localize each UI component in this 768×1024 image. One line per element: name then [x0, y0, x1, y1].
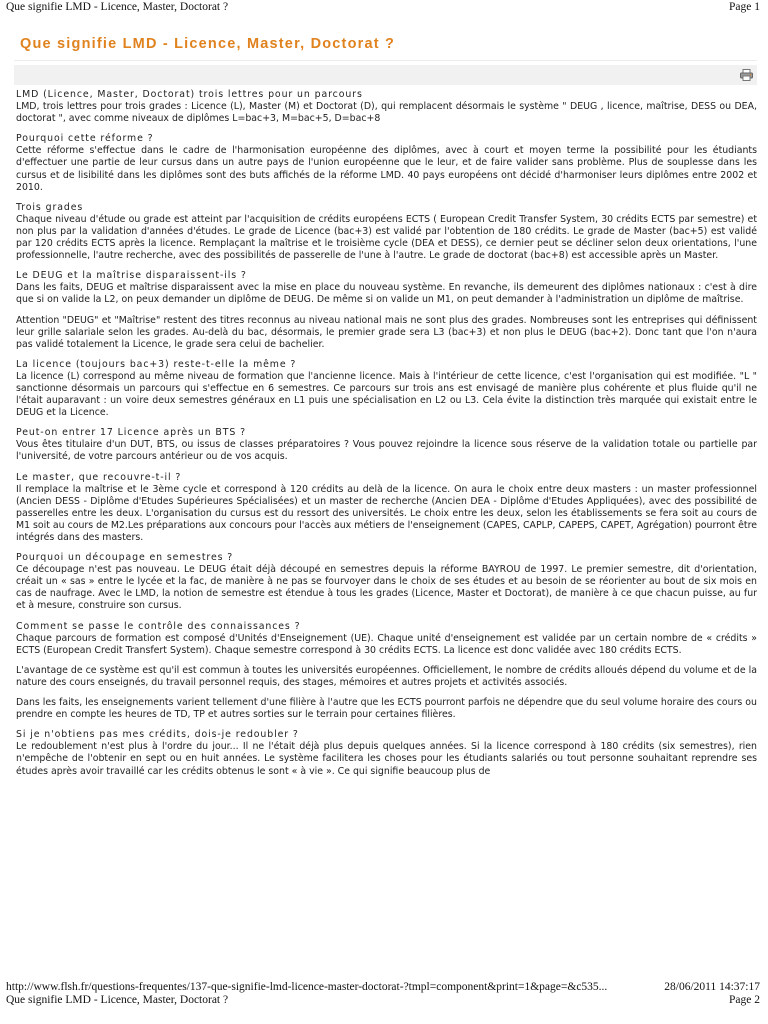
- article-section: [16, 729, 757, 777]
- section-paragraph: L'avantage de ce système est qu'il est commun à toutes les universités européennes. Officiellement, le nombre de crédits alloués dépend du volume et de la nature des cours enseignés, du travail personnel requis, des stages, mémoires et autres projets et activités associés.: [16, 664, 757, 688]
- section-paragraph: La licence (L) correspond au même niveau de formation que l'ancienne licence. Mais à l'intérieur de cette licence, c'est l'organisation qui est modifiée. "L " sanctionne désormais un parcours qui s'effectue en 6 semestres. Ce parcours sur trois ans est envisagé de manière plus cohérente et plus fluide qu'il ne l'était auparavant : un voire deux semestres généraux en L1 puis une spécialisation en L2 ou L3. Cela évite la distinction très marquée qui existait entre le DEUG et la Licence.: [16, 370, 757, 419]
- footer-url: http://www.flsh.fr/questions-frequentes/137-que-signifie-lmd-licence-master-doctorat-?tmpl=component&print=1&page=&c535...: [6, 981, 608, 993]
- article-section: [16, 202, 757, 262]
- article-section: [16, 133, 757, 193]
- section-heading: Comment se passe le contrôle des connaissances ?: [16, 620, 301, 632]
- section-paragraph: Chaque niveau d'étude ou grade est atteint par l'acquisition de crédits européens ECTS ( European Credit Transfer System, 30 crédits ECTS par semestre) et non plus par la validation d'années d'études. Le grade de Licence (bac+3) est validé par l'obtention de 180 crédits. Le grade de Master (bac+5) est validé par 120 crédits ECTS après la licence. Remplaçant la maîtrise et le troisième cycle (DEA et DESS), ce dernier peut se décliner selon deux orientations, l'une professionnelle, l'autre recherche, avec des possibilités de passerelle de l'une à l'autre. Le grade de doctorat (bac+8) est accessible après un Master.: [16, 213, 757, 262]
- article-section: [16, 552, 757, 612]
- article: [14, 36, 757, 786]
- section-paragraph: Vous êtes titulaire d'un DUT, BTS, ou issus de classes préparatoires ? Vous pouvez rejoindre la licence sous réserve de la validation totale ou partielle par l'université, de votre parcours antérieur ou de vos acquis.: [16, 439, 757, 463]
- footer-timestamp: 28/06/2011 14:37:17: [664, 981, 760, 993]
- section-paragraph: Dans les faits, les enseignements varient tellement d'une filière à l'autre que les ECTS pourront parfois ne dépendre que du seul volume horaire des cours ou prendre en compte les heures de TD, TP et autres sorties sur le terrain pour certaines filières.: [16, 697, 757, 721]
- section-heading: Trois grades: [16, 201, 84, 213]
- section-heading: Le master, que recouvre-t-il ?: [16, 471, 182, 483]
- header-title: Que signifie LMD - Licence, Master, Doctorat ?: [6, 1, 229, 13]
- section-paragraph: Il remplace la maîtrise et le 3ème cycle et correspond à 120 crédits au delà de la licence. On aura le choix entre deux masters : un master professionnel (Ancien DESS - Diplôme d'Etudes Supérieures Spécialisées) et un master de recherche (Ancien DEA - Diplôme d'Etudes Appliquées), avec des possibilité de passerelles entre les deux. L'organisation du cursus est du ressort des universités. Le choix entre les deux, selon les établissements se fera soit au cours de M1 soit au cours de M2.Les préparations aux concours pour l'accès aux métiers de l'enseignement (CAPES, CAPLP, CAPEPS, CAPET, Agrégation) pourront être intégrés dans des masters.: [16, 483, 757, 543]
- article-section: [16, 427, 757, 463]
- section-paragraph: Cette réforme s'effectue dans le cadre de l'harmonisation européenne des diplômes, avec à court et moyen terme la possibilité pour les étudiants d'effectuer une partie de leur cursus dans un autre pays de l'union européenne que le leur, et de faire valider sans problème. Plus de souplesse dans les cursus et de lisibilité dans les diplômes sont des buts affichés de la réforme LMD. 40 pays européens ont décidé d'harmoniser leurs diplômes entre 2002 et 2010.: [16, 145, 757, 193]
- section-heading: La licence (toujours bac+3) reste-t-elle la même ?: [16, 358, 297, 370]
- section-paragraph: Dans les faits, DEUG et maîtrise disparaissent avec la mise en place du nouveau système. En revanche, ils demeurent des diplômes nationaux : c'est à dire que si on valide la L2, on peux demander un diplôme de DEUG. De même si on valide un M1, on peut demander à l'administration un diplôme de maîtrise.: [16, 282, 757, 306]
- article-section: [16, 89, 757, 125]
- section-heading: LMD (Licence, Master, Doctorat) trois lettres pour un parcours: [16, 89, 363, 100]
- section-paragraph: Chaque parcours de formation est composé d'Unités d'Enseignement (UE). Chaque unité d'enseignement est validée par un certain nombre de « crédits » ECTS (European Credit Transfert System). Chaque semestre correspond à 30 crédits ECTS. La licence est donc validée avec 180 crédits ECTS.: [16, 632, 757, 656]
- title-divider: [14, 60, 757, 61]
- print-icon[interactable]: [740, 69, 753, 81]
- section-paragraph: Ce découpage n'est pas nouveau. Le DEUG était déjà découpé en semestres depuis la réforme BAYROU de 1997. Le premier semestre, dit d'orientation, créait un « sas » entre le lycée et la fac, de manière à ne pas se fourvoyer dans le choix de ses études et au besoin de se réorienter au bout de six mois en cas de naufrage. Avec le LMD, la notion de semestre est étendue à tous les grades (Licence, Master et Doctorat), de manière à ce que chacun puisse, au fur et à mesure, construire son cursus.: [16, 564, 757, 612]
- print-footer: [6, 981, 760, 995]
- section-heading: Si je n'obtiens pas mes crédits, dois-je redoubler ?: [16, 729, 299, 741]
- article-section: [16, 621, 757, 722]
- next-page-number: Page 2: [729, 994, 760, 1006]
- section-heading: Pourquoi cette réforme ?: [16, 133, 154, 145]
- article-title: Que signifie LMD - Licence, Master, Doctorat ?: [20, 36, 396, 52]
- section-paragraph: LMD, trois lettres pour trois grades : Licence (L), Master (M) et Doctorat (D), qui remplacent désormais le système " DEUG , licence, maîtrise, DESS ou DEA, doctorat ", avec comme niveaux de diplômes L=bac+3, M=bac+5, D=bac+8: [16, 101, 757, 125]
- section-heading: Peut-on entrer 17 Licence après un BTS ?: [16, 427, 246, 439]
- next-page-title: Que signifie LMD - Licence, Master, Doctorat ?: [6, 994, 229, 1006]
- section-heading: Pourquoi un découpage en semestres ?: [16, 552, 234, 564]
- article-section: [16, 472, 757, 545]
- header-page-number: Page 1: [729, 1, 760, 13]
- section-heading: Le DEUG et la maîtrise disparaissent-ils ?: [16, 270, 247, 282]
- section-paragraph: Le redoublement n'est plus à l'ordre du jour... Il ne l'était déjà plus depuis quelques années. Si la licence correspond à 180 crédits (six semestres), rien n'empêche de l'obtenir en sept ou en huit années. Le système facilitera les choses pour les étudiants salariés ou tout personne souhaitant reprendre ses études après avoir travaillé car les crédits obtenus le sont « à vie ». Ce qui signifie beaucoup plus de: [16, 741, 757, 777]
- article-section: [16, 270, 757, 351]
- article-section: [16, 359, 757, 419]
- article-body: [14, 89, 757, 778]
- section-paragraph: Attention "DEUG" et "Maîtrise" restent des titres reconnus au niveau national mais ne sont plus des grades. Nombreuses sont les entreprises qui définissent leur grille salariale selon les grades. Au-delà du bac, désormais, le premier grade sera L3 (bac+3) et non plus le DEUG (bac+2). Donc tant que l'on n'aura pas validé totalement la Licence, le grade sera celui de bachelier.: [16, 314, 757, 350]
- print-header: [6, 0, 760, 14]
- next-page-header: [6, 994, 760, 1008]
- article-toolbar: [14, 65, 757, 85]
